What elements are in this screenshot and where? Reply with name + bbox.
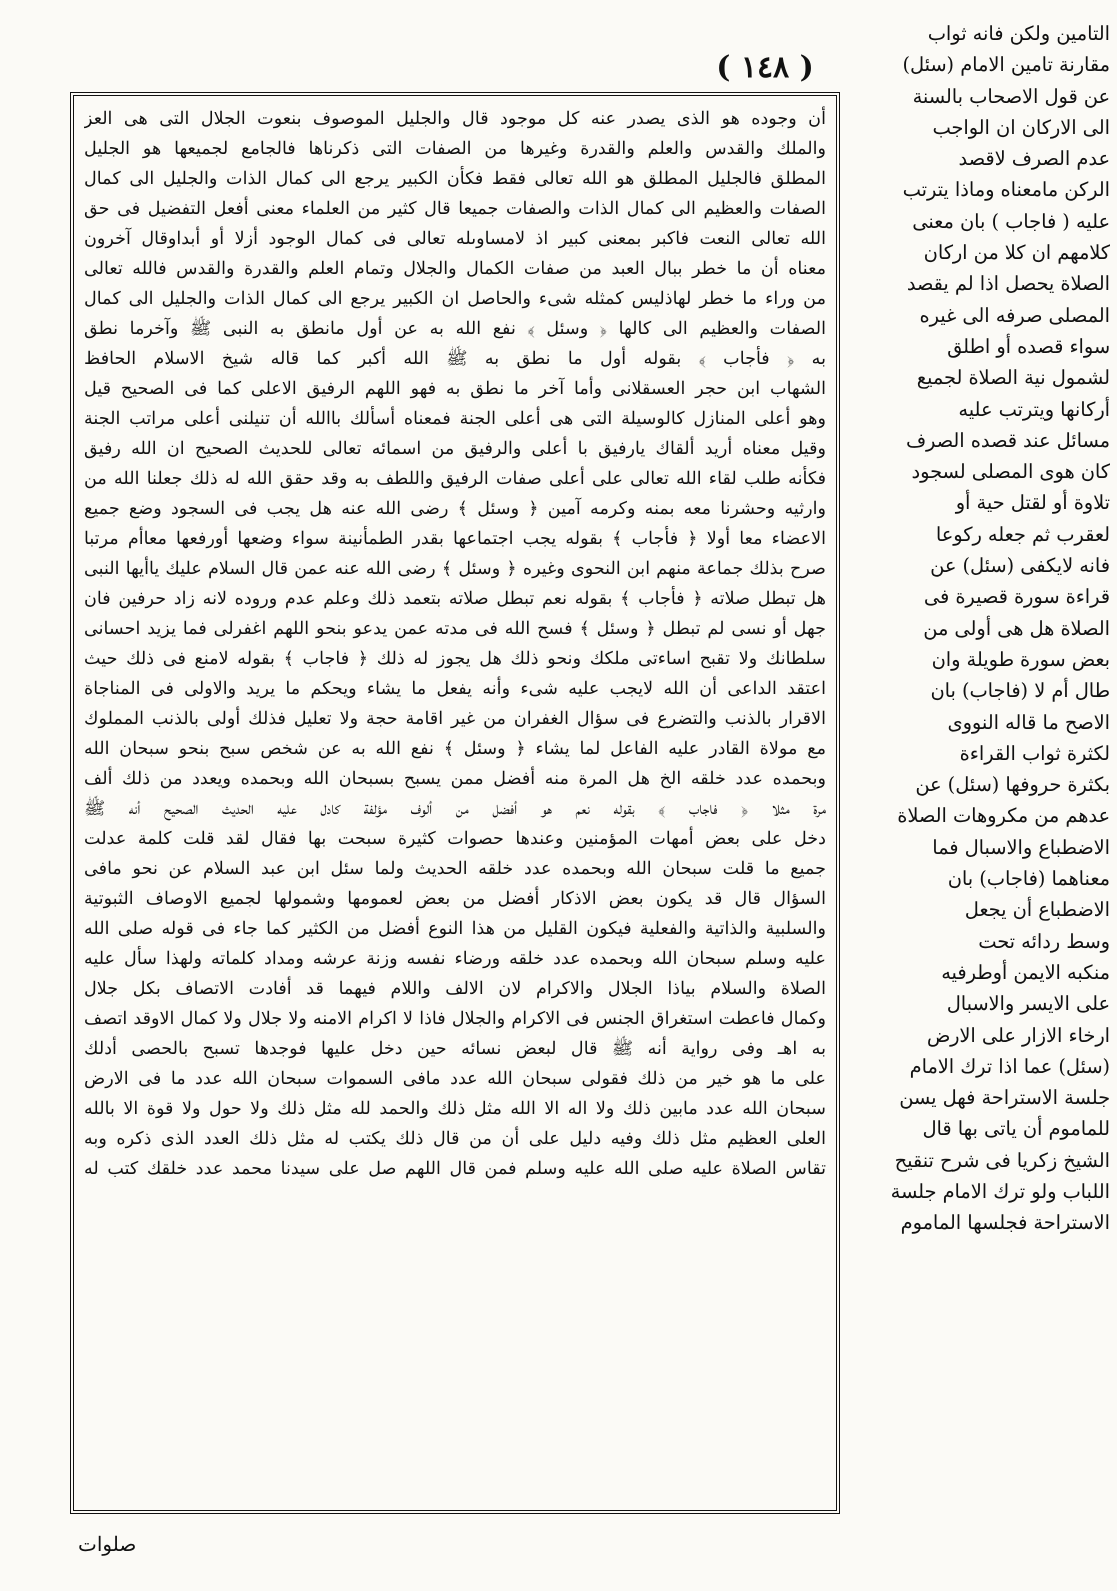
text-line: العلى العظيم مثل ذلك وفيه دليل على أن من قال ذلك يكتب له مثل ذلك العدد الذى ذكره وبه xyxy=(84,1129,826,1149)
margin-line: لعقرب ثم جعله ركوعا xyxy=(935,522,1110,546)
margin-line: على الايسر والاسبال xyxy=(946,992,1110,1016)
text-line: تقاس الصلاة عليه صلى الله عليه وسلم فمن قال اللهم صل على سيدنا محمد عدد خلقك كتب له xyxy=(84,1159,826,1179)
margin-line: عدهم من مكروهات الصلاة xyxy=(897,804,1110,828)
margin-line: معناهما (فاجاب) بان xyxy=(947,867,1110,891)
margin-line: تلاوة أو لقتل حية أو xyxy=(955,491,1110,515)
page-number: ( ١٤٨ ) xyxy=(716,50,814,85)
margin-line: مقارنة تامين الامام (سئل) xyxy=(902,53,1110,77)
text-line: جهل أو نسى لم تبطل ﴿ وسئل ﴾ فسح الله فى مدته عمن يدعو بنحو اللهم اغفرلى فما يزيد احسانى xyxy=(84,619,826,639)
margin-line: الشيخ زكريا فى شرح تنقيح xyxy=(894,1148,1110,1172)
margin-line: الى الاركان ان الواجب xyxy=(932,115,1110,139)
text-line: وارثيه وحشرنا معه بمنه وكرمه آمين ﴿ وسئل ﴾ رضى الله عنه هل يجب فى السجود وضع جميع xyxy=(84,499,826,519)
margin-line: ارخاء الازار على الارض xyxy=(926,1023,1110,1047)
text-line: هل تبطل صلاته ﴿ فأجاب ﴾ بقوله نعم تبطل صلاته بتعمد ذلك وعلم عدم وروده لانه زاد حرفين فان xyxy=(84,589,826,609)
text-line: والسلبية والذاتية والفعلية فيكون القليل من هذا النوع أفضل من الكثير كما جاء فى قوله صلى الله xyxy=(84,919,826,939)
text-line: وقيل معناه أريد ألقاك يارفيق با أعلى والرفيق من اسمائه تعالى للحديث الصحيح ان الله رفيق xyxy=(84,439,826,459)
margin-line: وسط ردائه تحت xyxy=(978,929,1110,953)
text-line: فكأنه طلب لقاء الله تعالى على أعلى صفات الرفيق واللطف به وقد حقق الله له ذلك جعلنا الله من xyxy=(84,469,826,489)
text-line: أن وجوده هو الذى يصدر عنه كل موجود قال والجليل الموصوف بنعوت الجلال التى هى العز xyxy=(84,109,826,129)
text-line: الشهاب ابن حجر العسقلانى وأما آخر ما نطق به فهو اللهم الرفيق الاعلى كما فى الصحيح قيل xyxy=(84,379,826,399)
margin-line: الاستراحة فجلسها الماموم xyxy=(900,1211,1110,1235)
margin-line: الصلاة يحصل اذا لم يقصد xyxy=(906,272,1110,296)
text-line: الصفات والعظيم الى كالها ﴿ وسئل ﴾ نفع الله به عن أول مانطق به النبى ﷺ وآخرما نطق xyxy=(84,319,826,339)
margin-line: طال أم لا (فاجاب) بان xyxy=(930,679,1110,703)
margin-line: الاضطباع والاسبال فما xyxy=(932,835,1110,859)
margin-line: الاضطباع أن يجعل xyxy=(964,898,1110,922)
margin-line: أركانها ويترتب عليه xyxy=(958,397,1110,421)
text-line: عليه وسلم سبحان الله وبحمده عدد خلقه ورضاء نفسه وزنة عرشه ومداد كلماته ولهذا سأل عليه xyxy=(84,949,826,969)
margin-line: للماموم أن ياتى بها قال xyxy=(922,1117,1110,1141)
text-line: الاقرار بالذنب والتضرع فى سؤال الغفران من غير اقامة حجة ولا تعليل فذلك أولى بالذنب المملوك xyxy=(84,709,826,729)
margin-line: سواء قصده أو اطلق xyxy=(947,334,1110,358)
text-line: وبحمده عدد خلقه الخ هل المرة منه أفضل ممن يسبح بسبحان الله وبحمده ويعدد من ذلك ألف xyxy=(84,769,826,789)
text-line: سلطانك ولا تقبح اساءتى ملكك ونحو ذلك هل يجوز له ذلك ﴿ فاجاب ﴾ بقوله لامنع فى ذلك حيث xyxy=(84,649,826,669)
text-line: مع مولاة القادر عليه الفاعل لما يشاء ﴿ وسئل ﴾ نفع الله به عن شخص سبح بنحو سبحان الله xyxy=(84,739,826,759)
text-line: الصفات والعظيم الى كمال الذات والصفات جميعا قال كثير من العلماء معنى أفعل التفضيل فى حق xyxy=(84,199,826,219)
margin-line: اللباب ولو ترك الامام جلسة xyxy=(890,1179,1110,1203)
catchword: صلوات xyxy=(78,1532,137,1556)
text-line: به ﴿ فأجاب ﴾ بقوله أول ما نطق به ﷺ الله أكبر كما قاله شيخ الاسلام الحافظ xyxy=(84,349,826,369)
margin-line: فانه لايكفى (سئل) عن xyxy=(930,554,1110,578)
text-line: الصلاة والسلام بياذا الجلال والاكرام لان الالف واللام فيهما قد أفادت الاتصاف بكل جلال xyxy=(84,979,826,999)
text-line: اعتقد الداعى أن الله لايجب عليه شىء وأنه يفعل ما يشاء ويحكم ما يريد والاولى فى المناجاة xyxy=(84,679,826,699)
text-line: الاعضاء معا أولا ﴿ فأجاب ﴾ بقوله يجب اجتماعها بقدر الطمأنينة سواء وضعها أورفعها معاأم مرتبا xyxy=(84,529,826,549)
margin-line: جلسة الاستراحة فهل يسن xyxy=(899,1086,1110,1110)
margin-line: المصلى صرفه الى غيره xyxy=(919,303,1110,327)
margin-line: منكبه الايمن أوطرفيه xyxy=(941,960,1110,984)
margin-line: قراءة سورة قصيرة فى xyxy=(923,585,1110,609)
main-text xyxy=(84,104,826,1184)
margin-line: الصلاة هل هى أولى من xyxy=(923,616,1110,640)
main-text-frame xyxy=(70,92,840,1514)
margin-line: التامين ولكن فانه ثواب xyxy=(927,22,1110,45)
text-line: على ما هو خير من ذلك فقولى سبحان الله عدد مافى السموات سبحان الله عدد ما فى الارض xyxy=(84,1069,826,1089)
text-line: من وراء ما خطر لهاذليس كمثله شىء والحاصل ان الكبير يرجع الى كمال الذات والجليل الى كمال xyxy=(84,289,826,309)
text-line: معناه أن ما خطر ببال العبد من صفات الكمال والجلال وتمام العلم والقدرة والقدس فالله تعالى xyxy=(84,259,826,279)
text-line: وهو أعلى المنازل كالوسيلة التى هى أعلى الجنة فمعناه أسألك باالله أن تنيلنى أعلى مراتب الجنة xyxy=(84,409,826,429)
margin-line: عدم الصرف لاقصد xyxy=(958,147,1110,171)
margin-line: بعض سورة طويلة وان xyxy=(931,647,1110,671)
margin-line: بكثرة حروفها (سئل) عن xyxy=(915,773,1110,797)
margin-text xyxy=(848,18,1110,1239)
margin-line: كلامهم ان كلا من اركان xyxy=(923,241,1110,265)
text-line: جميع ما قلت سبحان الله وبحمده عدد خلقه الحديث ولما سئل ابن عبد السلام عن نحو مافى xyxy=(84,859,826,879)
text-line: سبحان الله عدد مابين ذلك ولا اله الا الله مثل ذلك والحمد لله مثل ذلك ولا حول ولا قوة الا بالله xyxy=(84,1099,826,1119)
margin-line: لشمول نية الصلاة لجميع xyxy=(916,366,1110,390)
text-line: السؤال قال قد يكون بعض الاذكار أفضل من بعض لعمومها وشمولها لجميع الاوصاف الثبوتية xyxy=(84,889,826,909)
text-line: مرة مثلا ﴿ فاجاب ﴾ بقوله نعم هو أفضل من ألوف مؤلفة كادل عليه الحديث الصحيح أنه ﷺ xyxy=(84,799,826,819)
margin-line: الركن مامعناه وماذا يترتب xyxy=(902,178,1110,202)
text-line: المطلق فالجليل المطلق هو الله تعالى فقط فكأن الكبير يرجع الى كمال الذات والجليل الى كمال xyxy=(84,169,826,189)
margin-line: عليه ( فاجاب ) بان معنى xyxy=(912,209,1110,233)
text-line: به اهـ وفى رواية أنه ﷺ قال لبعض نسائه حين دخل عليها فوجدها تسبح بالحصى أدلك xyxy=(84,1039,826,1059)
text-line: وكمال فاعطت استغراق الجنس فى الاكرام والجلال فاذا لا اكرام الامنه ولا جلال ولا كمال الاوقد اتصف xyxy=(84,1009,826,1029)
text-line: الله تعالى النعت فاكبر بمعنى كبير اذ لامساوىله تعالى فى كمال الوجود أزلا أو أبداوقال آخرون xyxy=(84,229,826,249)
margin-line: الاصح ما قاله النووى xyxy=(947,710,1110,734)
margin-line: كان هوى المصلى لسجود xyxy=(911,460,1110,484)
margin-line: مسائل عند قصده الصرف xyxy=(906,428,1110,452)
margin-line: لكثرة ثواب القراءة xyxy=(959,741,1110,765)
margin-line: (سئل) عما اذا ترك الامام xyxy=(909,1054,1110,1078)
text-line: صرح بذلك جماعة منهم ابن النحوى وغيره ﴿ وسئل ﴾ رضى الله عنه عمن قال السلام عليك ياأيها النبى xyxy=(84,559,826,579)
text-line: دخل على بعض أمهات المؤمنين وعندها حصوات كثيرة سبحت بها فقال لقد قلت كلمة عدلت xyxy=(84,829,826,849)
text-line: والملك والقدس والعلم والقدرة وغيرها من الصفات التى ذكرناها فالجامع لجميعها هو الجليل xyxy=(84,139,826,159)
margin-commentary xyxy=(848,18,1110,1518)
margin-line: عن قول الاصحاب بالسنة xyxy=(912,84,1110,108)
